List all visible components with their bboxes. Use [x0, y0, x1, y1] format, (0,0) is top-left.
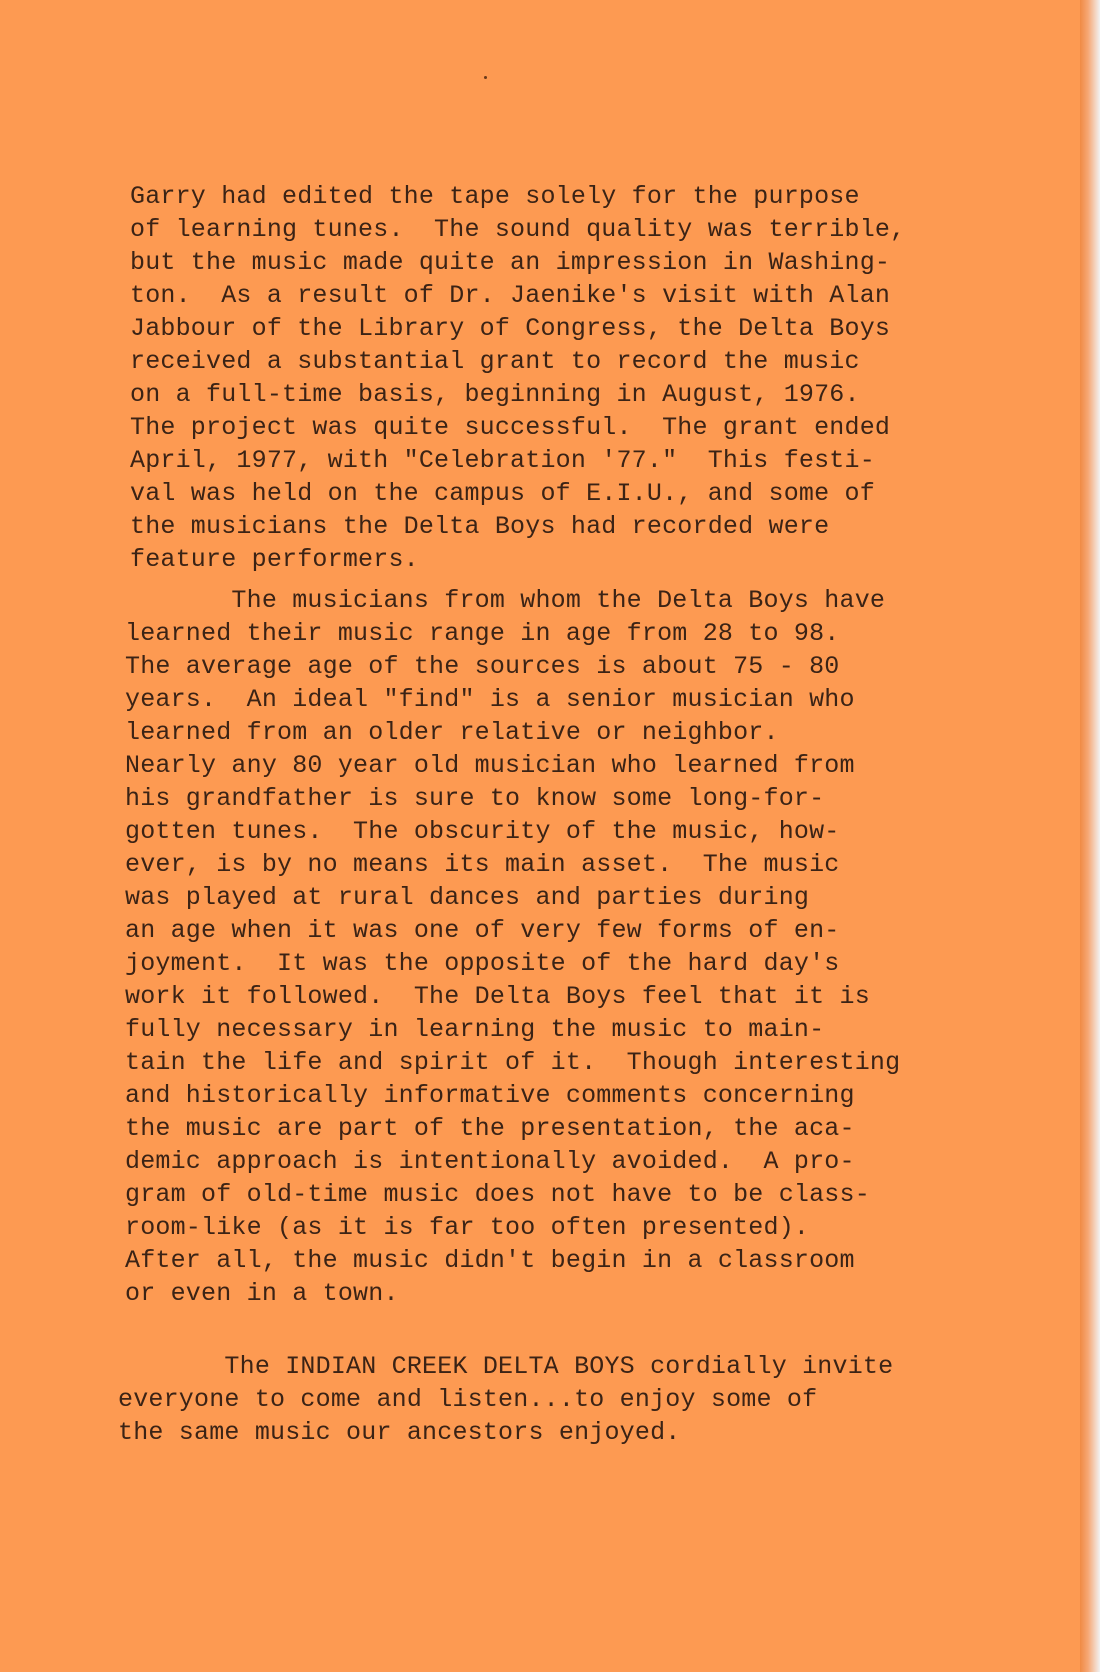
ink-speck: [484, 76, 487, 79]
paragraph-tape-grant: Garry had edited the tape solely for the purpose of learning tunes. The sound quality was terrible, but the music made quite an impression in Washing- ton. As a result of Dr. Jaenike's visit with Alan Jabbour of the Library of Congress, the Delta Boys received a substantial grant to record the music on a full-time basis, beginning in August, 1976. The project was quite successful. The grant ended April, 1977, with "Celebration '77." This festi- val was held on the campus of E.I.U., and some of the musicians the Delta Boys had recorded were feature performers.: [130, 182, 906, 574]
page-edge: [1080, 0, 1100, 1672]
paragraph-musicians: The musicians from whom the Delta Boys have learned their music range in age from 28 to 98. The average age of the sources is about 75 - 80 years. An ideal "find" is a senior musician who learned from an older relative or neighbor. Nearly any 80 year old musician who learned from his grandfather is sure to know some long-for- gotten tunes. The obscurity of the music, how- ever, is by no means its main asset. The music was played at rural dances and parties during an age when it was one of very few forms of en- joyment. It was the opposite of the hard day's work it followed. The Delta Boys feel that it is fully necessary in learning the music to main- tain the life and spirit of it. Though interesting and historically informative comments concerning the music are part of the presentation, the aca- demic approach is intentionally avoided. A pro- gram of old-time music does not have to be class- room-like (as it is far too often presented). After all, the music didn't begin in a classroom or even in a town.: [125, 586, 901, 1308]
paragraph-invitation: The INDIAN CREEK DELTA BOYS cordially invite everyone to come and listen...to enjoy some of the same music our ancestors enjoyed.: [118, 1352, 894, 1447]
